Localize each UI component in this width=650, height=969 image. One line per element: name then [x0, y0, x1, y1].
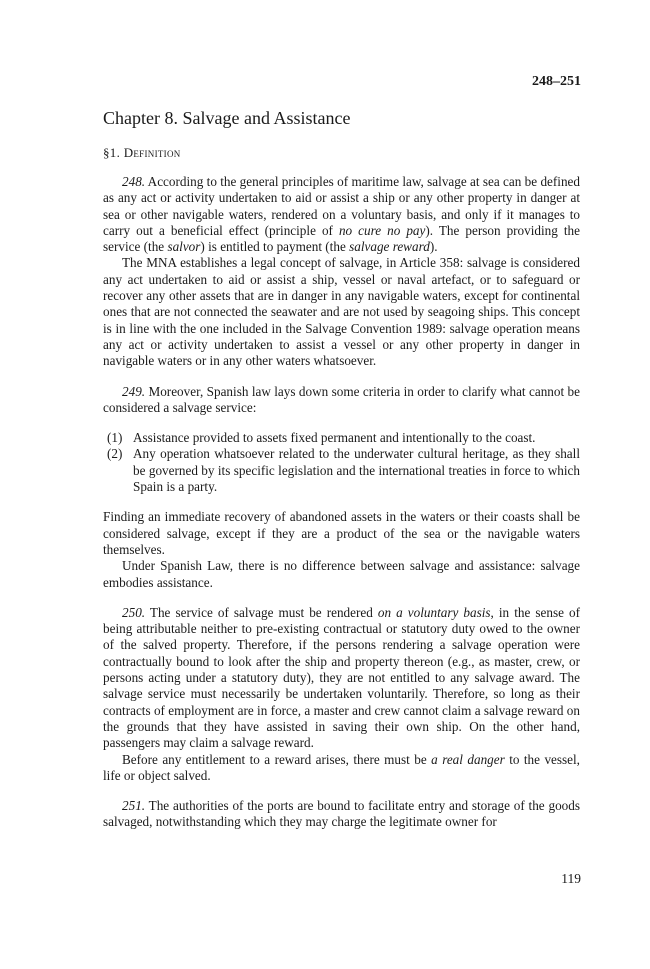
page-number: 119	[561, 871, 581, 886]
paragraph-251: 251. The authorities of the ports are bound to facilitate entry and storage of the goods salvaged, notwithstanding which they may charge the legitimate owner for	[103, 798, 580, 830]
paragraph-249-continued: Under Spanish Law, there is no difference between salvage and assistance: salvage embodies assistance.	[103, 558, 580, 590]
paragraph-number: 251.	[122, 798, 146, 814]
paragraph-249-continued: Finding an immediate recovery of abandoned assets in the waters or their coasts shall be considered salvage, except if they are a product of the sea or the navigable waters themselves.	[103, 509, 580, 557]
list-marker: (1)	[107, 430, 123, 446]
section-heading: §1. Definition	[103, 145, 181, 160]
list-marker: (2)	[107, 446, 123, 462]
criteria-list	[103, 430, 580, 495]
paragraph-number: 248.	[122, 174, 146, 189]
paragraph-250: 250. The service of salvage must be rendered on a voluntary basis, in the sense of being attributable neither to pre-existing contractual or statutory duty owed to the owner of the salved property. Therefore, if the persons rendering a salvage operation were contractually bound to look after the ship and property thereon (e.g., as master, crew, or persons acting under a statutory duty), they are not entitled to any salvage award. The salvage service must necessarily be undertaken voluntarily. Therefore, so long as their contracts of employment are in force, a master and crew cannot claim a salvage reward on the grounds that they have assisted in saving their own ship. On the other hand, passengers may claim a salvage reward.	[103, 604, 580, 751]
emphasis: a real danger	[431, 751, 505, 767]
paragraph-248: 248. According to the general principles of maritime law, salvage at sea can be defined as any act or activity undertaken to aid or assist a ship or any other property in danger at sea or other navigable waters, rendered on a voluntary basis, and only if it manages to carry out a beneficial effect (principle of no cure no pay). The person providing the service (the salvor) is entitled to payment (the salvage reward).	[103, 174, 580, 255]
emphasis: no cure no pay	[338, 222, 426, 238]
emphasis: salvor	[167, 239, 201, 255]
paragraph-number: 249.	[122, 383, 146, 399]
list-item: (1) Assistance provided to assets fixed permanent and intentionally to the coast.	[107, 430, 536, 446]
paragraph-250-continued: Before any entitlement to a reward arises, there must be a real danger to the vessel, life or object salved.	[103, 751, 580, 783]
emphasis: salvage reward	[349, 239, 430, 255]
list-item: (2) Any operation whatsoever related to the underwater cultural heritage, as they shall be governed by its specific legislation and the international treaties in force to which Spain is a party.	[107, 446, 580, 495]
paragraph-248-continued: The MNA establishes a legal concept of salvage, in Article 358: salvage is considered any act undertaken to aid or assist a ship, vessel or naval artefact, or to safeguard or recover any other assets that are in danger in any navigable waters, except for continental ones that are not connected the seawater and are not used by seagoing ships. This concept is in line with the one included in the Salvage Convention 1989: salvage operation means any act or activity undertaken to assist a vessel or any other property in danger in navigable waters or in any other waters whatsoever.	[103, 255, 580, 369]
paragraph-249: 249. Moreover, Spanish law lays down some criteria in order to clarify what cannot be considered a salvage service:	[103, 383, 580, 415]
body-text	[103, 174, 580, 831]
running-header-range: 248–251	[532, 74, 581, 89]
emphasis: on a voluntary basis	[377, 604, 491, 620]
paragraph-number: 250.	[122, 604, 146, 620]
chapter-title: Chapter 8. Salvage and Assistance	[103, 108, 351, 128]
